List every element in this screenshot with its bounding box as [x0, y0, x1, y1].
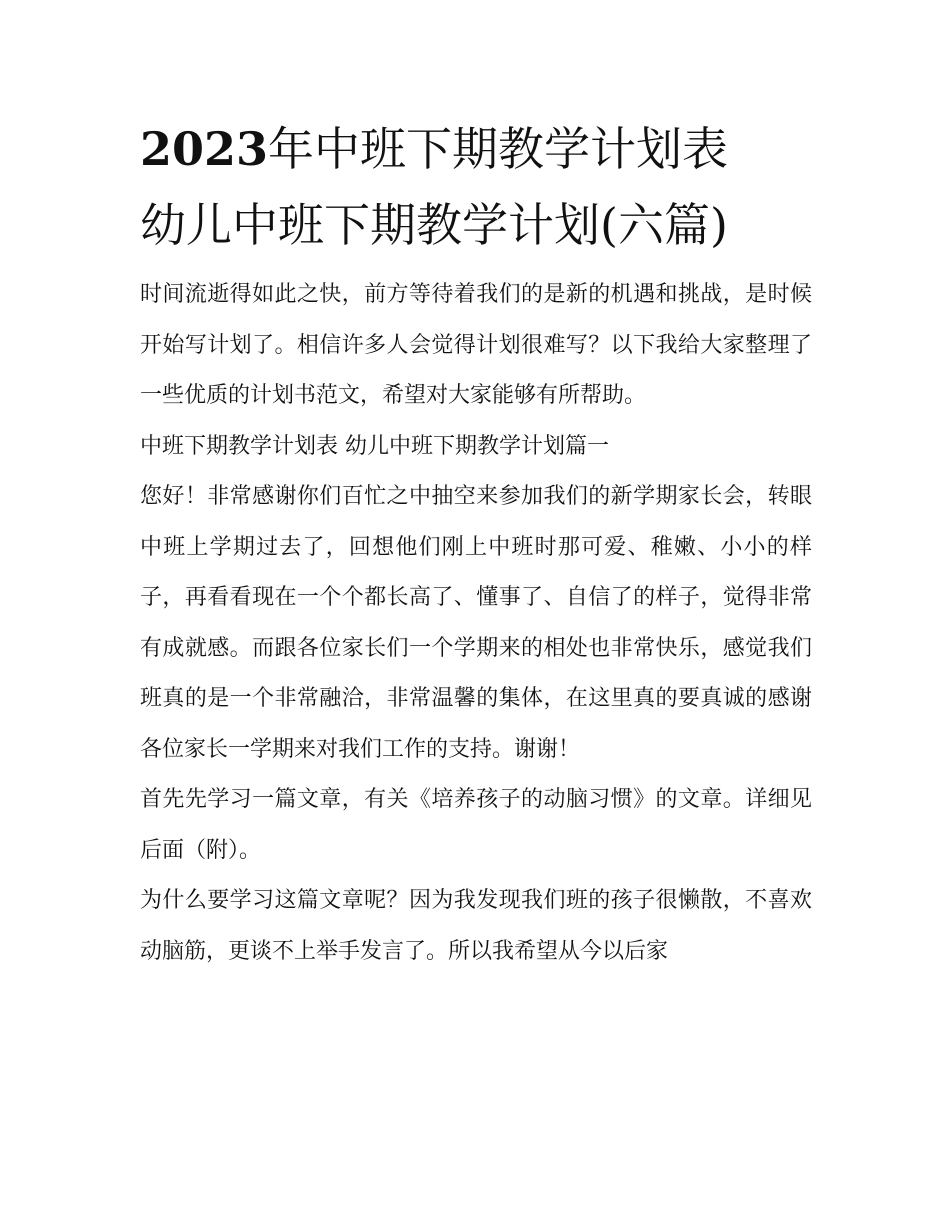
title-line-1-text: 年中班下期教学计划表 — [268, 122, 729, 176]
document-content — [140, 118, 812, 977]
paragraph-intro: 时间流逝得如此之快，前方等待着我们的是新的机遇和挑战，是时候开始写计划了。相信许多人会觉得计划很难写？以下我给大家整理了一些优质的计划书范文，希望对大家能够有所帮助。 — [140, 282, 812, 408]
title-year: 2023 — [140, 122, 269, 176]
section-heading: 中班下期教学计划表 幼儿中班下期教学计划篇一 — [140, 433, 609, 459]
document-title — [140, 118, 812, 256]
paragraph-article: 首先先学习一篇文章，有关《培养孩子的动脑习惯》的文章。详细见后面（附）。 — [140, 787, 812, 863]
document-body — [140, 270, 812, 977]
paragraph-greeting: 您好！非常感谢你们百忙之中抽空来参加我们的新学期家长会，转眼中班上学期过去了，回想他们刚上中班时那可爱、稚嫩、小小的样子，再看看现在一个个都长高了、懂事了、自信了的样子，觉得非常有成就感。而跟各位家长们一个学期来的相处也非常快乐，感觉我们班真的是一个非常融洽，非常温馨的集体，在这里真的要真诚的感谢各位家长一学期来对我们工作的支持。谢谢！ — [140, 484, 812, 762]
title-line-2: 幼儿中班下期教学计划(六篇) — [140, 198, 728, 252]
title-line-1 — [140, 118, 812, 180]
paragraph-reason: 为什么要学习这篇文章呢？因为我发现我们班的孩子很懒散，不喜欢动脑筋，更谈不上举手发言了。所以我希望从今以后家 — [140, 888, 812, 964]
